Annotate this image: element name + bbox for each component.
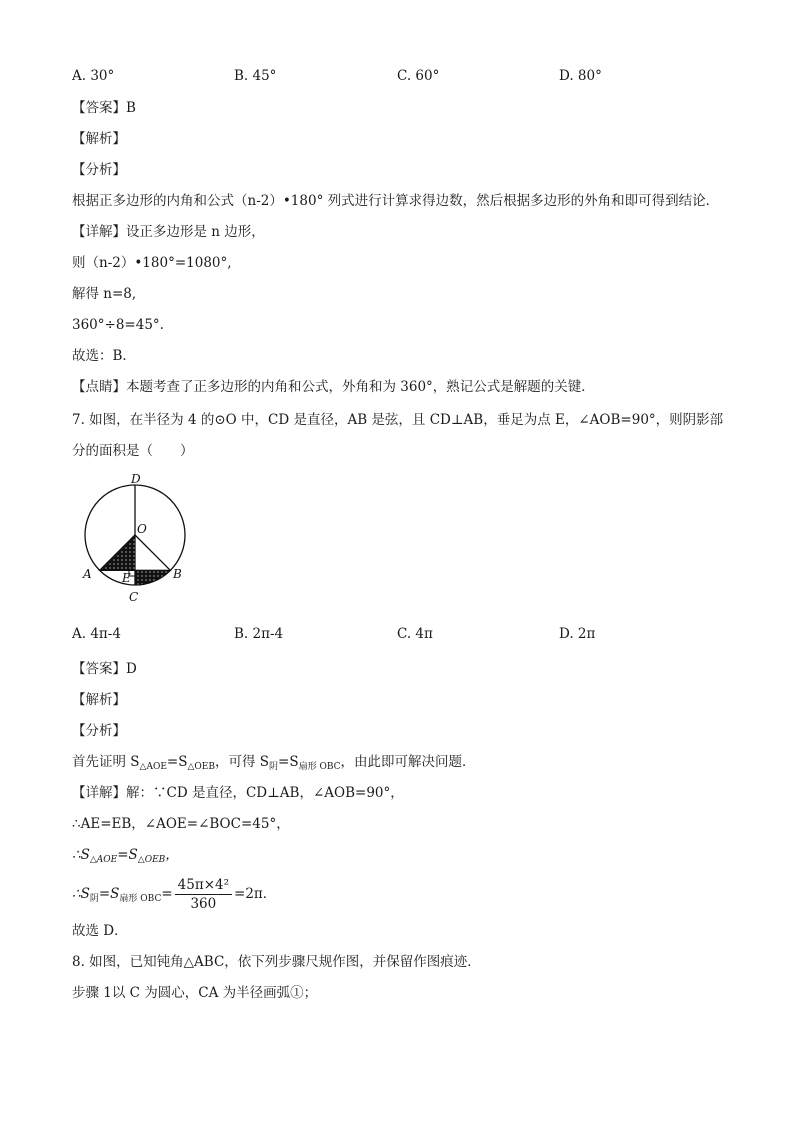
fraction-denominator: 360 — [190, 896, 217, 912]
subscript: 扇形 OBC — [119, 894, 162, 904]
q7-option-d: D. 2π — [559, 626, 596, 642]
q7-fenxi-text — [72, 752, 476, 774]
text-fragment: ，可得 S — [214, 754, 270, 770]
text-fragment: 首先证明 S — [72, 754, 140, 770]
shaded-segment-ebc — [135, 570, 170, 585]
text-fragment: ∴S — [72, 847, 90, 863]
q6-comment: 【点睛】本题考查了正多边形的内角和公式，外角和为 360°，熟记公式是解题的关键． — [72, 379, 595, 395]
q7-detail-line-4 — [72, 874, 276, 916]
label-o: O — [137, 522, 147, 536]
text-fragment: =S — [98, 886, 120, 902]
text-fragment: = — [161, 886, 173, 902]
q6-analysis-heading: 【解析】 — [72, 131, 126, 147]
q7-circle-figure — [72, 470, 202, 614]
label-e: E — [122, 571, 131, 585]
q6-fenxi-text: 根据正多边形的内角和公式（n-2）•180° 列式进行计算求得边数，然后根据多边形的外角和即可得到结论． — [72, 193, 720, 209]
q6-answer: 【答案】B — [72, 100, 136, 116]
subscript: 扇形 OBC — [298, 762, 341, 772]
q7-stem-line-2: 分的面积是（ ） — [72, 443, 194, 459]
text-fragment: =S — [117, 847, 138, 863]
q7-choose: 故选 D． — [72, 923, 128, 939]
q6-option-b: B. 45° — [234, 68, 277, 84]
q7-fenxi-heading: 【分析】 — [72, 723, 126, 739]
text-fragment: ， — [165, 847, 179, 863]
q7-analysis-heading: 【解析】 — [72, 692, 126, 708]
q6-detail-line-4: 360°÷8=45°. — [72, 317, 164, 333]
subscript: △AOE — [139, 762, 167, 772]
sector-area-fraction — [175, 876, 232, 913]
radius-ob — [135, 535, 170, 570]
label-c: C — [129, 590, 139, 604]
subscript: 阴 — [269, 762, 279, 772]
q6-detail-line-2: 则（n-2）•180°=1080°, — [72, 255, 232, 271]
q8-stem: 8. 如图，已知钝角△ABC，依下列步骤尺规作图，并保留作图痕迹． — [72, 954, 481, 970]
q7-option-a: A. 4π-4 — [72, 626, 121, 642]
label-a: A — [83, 567, 92, 581]
q7-stem-line-1: 7. 如图，在半径为 4 的⊙O 中，CD 是直径，AB 是弦，且 CD⊥AB，垂足为点 E，∠AOB=90°，则阴影部 — [72, 412, 724, 428]
q7-detail-line-1: 【详解】解：∵CD 是直径，CD⊥AB，∠AOB=90°， — [72, 785, 404, 801]
label-d: D — [131, 472, 141, 486]
text-fragment: ，由此即可解决问题． — [340, 754, 476, 770]
text-fragment: =S — [278, 754, 299, 770]
subscript: △OEB — [187, 762, 215, 772]
q7-detail-line-2: ∴AE=EB，∠AOE=∠BOC=45°， — [72, 816, 290, 832]
q7-option-b: B. 2π-4 — [234, 626, 284, 642]
fraction-numerator: 45π×4² — [175, 876, 232, 895]
q6-option-a: A. 30° — [72, 68, 115, 84]
q7-option-c: C. 4π — [397, 626, 433, 642]
q6-detail-line-3: 解得 n=8, — [72, 286, 137, 302]
q6-choose: 故选：B． — [72, 348, 136, 364]
circle-diagram — [72, 470, 202, 610]
q7-answer: 【答案】D — [72, 661, 137, 677]
q6-detail-line-1: 【详解】设正多边形是 n 边形， — [72, 224, 265, 240]
q7-detail-line-3 — [72, 845, 179, 867]
text-fragment: ∴S — [72, 886, 90, 902]
q6-option-d: D. 80° — [559, 68, 602, 84]
shaded-triangle-aoe — [100, 535, 135, 570]
q6-option-c: C. 60° — [397, 68, 440, 84]
subscript: 阴 — [89, 894, 99, 904]
q8-step-1: 步骤 1以 C 为圆心，CA 为半径画弧①； — [72, 985, 318, 1001]
q6-fenxi-heading: 【分析】 — [72, 162, 126, 178]
label-b: B — [173, 567, 182, 581]
text-fragment: =2π． — [234, 886, 277, 902]
subscript: △OEB — [137, 855, 166, 865]
subscript: △AOE — [89, 855, 118, 865]
text-fragment: =S — [166, 754, 188, 770]
